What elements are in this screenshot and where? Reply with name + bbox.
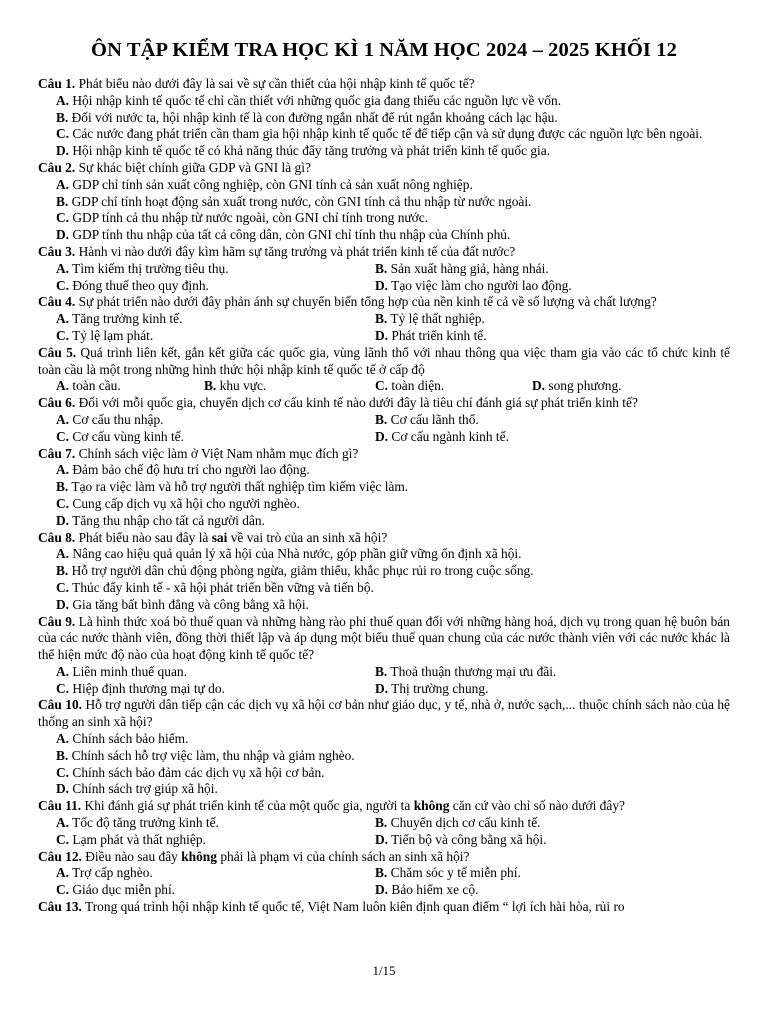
option-b: B. Cơ cấu lãnh thổ. [375,411,479,427]
question-text: Chính sách việc làm ở Việt Nam nhằm mục đích gì? [78,445,359,461]
question-stem: Câu 11. Khi đánh giá sự phát triển kinh tế của một quốc gia, người ta không căn cứ vào chỉ số nào dưới đây? [38,798,625,814]
option-d: D. Tăng thu nhập cho tất cả người dân. [56,512,265,528]
page-number: 1/15 [372,963,396,978]
question-stem [38,614,730,664]
question-stem [38,244,730,261]
option-c: C. Thúc đẩy kinh tế - xã hội phát triển bền vững và tiến bộ. [56,579,374,595]
option-a: A. Cơ cấu thu nhập. [56,411,164,427]
option-a: A. Hội nhập kinh tế quốc tế chỉ cần thiết với những quốc gia đang thiếu các nguồn lực về vốn. [56,92,562,108]
option-b: B. GDP chỉ tính hoạt động sản xuất trong nước, còn GNI tính cả thu nhập từ nước ngoài. [56,193,532,209]
option-a: A. Đảm bảo chế độ hưu trí cho người lao động. [56,462,310,478]
question-text: Hành vi nào dưới đây kìm hãm sự tăng trưởng và phát triển kinh tế của đất nước? [78,243,516,259]
option-c: C. Đóng thuế theo quy định. [56,277,209,293]
option-c: C. Chính sách bảo đảm các dịch vụ xã hội cơ bản. [56,764,325,780]
question-11 [38,798,730,848]
question-stem [38,446,730,463]
option-b: B. Hỗ trợ người dân chủ động phòng ngừa, giảm thiểu, khắc phục rủi ro trong cuộc sống. [56,563,534,579]
question-stem [38,395,730,412]
option-b: B. Chính sách hỗ trợ việc làm, thu nhập và giảm nghèo. [56,747,355,763]
question-stem: Câu 8. Phát biểu nào sau đây là sai về vai trò của an sinh xã hội? [38,529,388,545]
question-stem [38,697,730,731]
option-a: A. Chính sách bảo hiểm. [56,731,189,747]
question-number: Câu 4. [38,294,76,310]
question-stem [38,160,730,177]
question-5 [38,345,730,395]
option-c: C. toàn diện. [375,378,445,394]
question-stem [38,345,730,379]
question-text: Sự khác biệt chính giữa GDP và GNI là gì? [78,159,311,175]
option-d: D. Chính sách trợ giúp xã hội. [56,781,218,797]
question-text: Đối với mỗi quốc gia, chuyển dịch cơ cấu kinh tế nào dưới đây là tiêu chí đánh giá sự phát triển kinh tế? [78,395,638,411]
question-number: Câu 9. [38,613,76,629]
option-d: D. Tạo việc làm cho người lao động. [375,277,572,293]
question-number: Câu 12. [38,848,82,864]
option-c: C. Các nước đang phát triển cần tham gia hội nhập kinh tế quốc tế để tiếp cận và sử dụng được các nguồn lực bên ngoài. [56,126,703,142]
emphasis-word: không [181,848,217,864]
option-b: B. Tỷ lệ thất nghiệp. [375,311,485,327]
question-stem: Câu 12. Điều nào sau đây không phải là phạm vi của chính sách an sinh xã hội? [38,848,470,864]
question-text: Sự phát triển nào dưới đây phản ánh sự chuyển biến tổng hợp của nền kinh tế cả về số lượng và chất lượng? [78,294,657,310]
option-d: D. GDP tính thu nhập của tất cả công dân, còn GNI chỉ tính thu nhập của Chính phủ. [56,227,511,243]
question-number: Câu 5. [38,344,77,360]
option-d: D. Cơ cấu ngành kinh tế. [375,428,509,444]
question-text: Trong quá trình hội nhập kinh tế quốc tế, Việt Nam luôn kiên định quan điểm “ lợi ích hài hòa, rủi ro [85,899,625,915]
option-b: B. khu vực. [204,378,267,394]
question-13 [38,899,730,916]
option-c: C. Cơ cấu vùng kinh tế. [56,428,184,444]
question-number: Câu 2. [38,159,76,175]
question-stem [38,899,730,916]
question-text: Quá trình liên kết, gắn kết giữa các quốc gia, vùng lãnh thổ với nhau thông qua việc tham gia vào các tổ chức kinh tế toàn cầu là một trong những hình thức hội nhập kinh tế quốc tế ở cấp độ [38,344,730,377]
question-8 [38,530,730,614]
option-a: A. GDP chỉ tính sản xuất công nghiệp, còn GNI tính cả sản xuất nông nghiệp. [56,176,473,192]
question-text: Hỗ trợ người dân tiếp cận các dịch vụ xã hội cơ bản như giáo dục, y tế, nhà ở, nước sạch,... thuộc chính sách nào của hệ thống an sinh xã hội? [38,697,730,730]
option-b: B. Sản xuất hàng giả, hàng nhái. [375,260,549,276]
option-a: A. Tốc độ tăng trưởng kinh tế. [56,815,219,831]
option-b: B. Chuyển dịch cơ cấu kinh tế. [375,815,541,831]
option-c: C. Tỷ lệ lạm phát. [56,327,154,343]
question-number: Câu 13. [38,899,82,915]
question-list [38,76,730,916]
option-a: A. toàn cầu. [56,378,121,394]
option-a: A. Tìm kiếm thị trường tiêu thụ. [56,260,229,276]
question-text: Phát biểu nào dưới đây là sai về sự cần thiết của hội nhập kinh tế quốc tế? [78,76,475,91]
option-d: D. Gia tăng bất bình đẳng và công bằng xã hội. [56,596,309,612]
question-4 [38,294,730,344]
question-7 [38,446,730,530]
option-c: C. Lạm phát và thất nghiệp. [56,831,206,847]
option-d: D. Thị trường chung. [375,680,489,696]
option-b: B. Đối với nước ta, hội nhập kinh tế là con đường ngắn nhất để rút ngắn khoảng cách lạc hậu. [56,109,558,125]
option-c: C. Hiệp định thương mại tự do. [56,680,225,696]
emphasis-word: sai [211,529,228,545]
question-9 [38,614,730,698]
option-a: A. Nâng cao hiệu quả quản lý xã hội của Nhà nước, góp phần giữ vững ổn định xã hội. [56,546,522,562]
option-c: C. Cung cấp dịch vụ xã hội cho người nghèo. [56,495,300,511]
option-b: B. Thoả thuận thương mại ưu đãi. [375,663,557,679]
option-d: D. Bảo hiểm xe cộ. [375,882,479,898]
option-d: D. Hội nhập kinh tế quốc tế có khả năng thúc đẩy tăng trưởng và phát triển kinh tế quốc gia. [56,143,551,159]
question-number: Câu 7. [38,445,76,461]
question-6 [38,395,730,445]
option-c: C. Giáo dục miễn phí. [56,882,176,898]
option-b: B. Tạo ra việc làm và hỗ trợ người thất nghiệp tìm kiếm việc làm. [56,479,409,495]
question-number: Câu 3. [38,243,76,259]
question-1 [38,76,730,160]
question-text: Là hình thức xoá bỏ thuế quan và những hàng rào phi thuế quan đối với những hàng hoá, dịch vụ trong quan hệ buôn bán của các nước thành viên, đồng thời thiết lập và áp dụng một biểu thuế quan chung của các nước thành viên với các nước khác là thể hiện mức độ nào của hoạt động kinh tế quốc tế? [38,613,730,663]
option-b: B. Chăm sóc y tế miễn phí. [375,865,521,881]
question-number: Câu 6. [38,395,76,411]
question-stem [38,294,730,311]
option-a: A. Tăng trưởng kinh tế. [56,311,183,327]
page-title: ÔN TẬP KIỂM TRA HỌC KÌ 1 NĂM HỌC 2024 – 2025 KHỐI 12 [91,39,677,61]
question-12 [38,849,730,899]
question-2 [38,160,730,244]
emphasis-word: không [413,798,450,814]
option-d: D. Phát triển kinh tế. [375,327,487,343]
question-number: Câu 11. [38,798,82,814]
option-d: D. song phương. [532,378,622,394]
question-3 [38,244,730,294]
option-a: A. Liên minh thuế quan. [56,663,187,679]
question-number: Câu 1. [38,76,76,91]
question-number: Câu 10. [38,697,83,713]
option-a: A. Trợ cấp nghèo. [56,865,153,881]
question-stem [38,76,730,93]
option-d: D. Tiến bộ và công bằng xã hội. [375,831,547,847]
option-c: C. GDP tính cả thu nhập từ nước ngoài, còn GNI chỉ tính trong nước. [56,210,429,226]
question-10 [38,697,730,798]
question-number: Câu 8. [38,529,76,545]
